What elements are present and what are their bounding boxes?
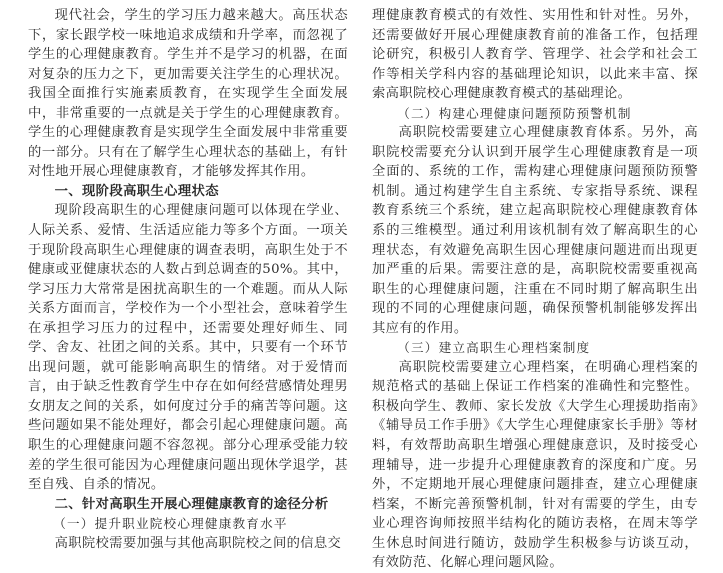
body-paragraph: 现代社会，学生的学习压力越来越大。高压状态下，家长跟学校一味地追求成绩和升学率，而忽视了学生的心理健康教育。学生并不是学习的机器，在面对复杂的压力之下，更加需要关注学生的心理状况。我国全面推行实施素质教育，在实现学生全面发展中，非常重要的一点就是关于学生的心理健康教育。学生的心理健康教育是实现学生全面发展中非常重要的一部分。只有在了解学生心理状态的基础上，有针对性地开展心理健康教育，才能够发挥其作用。 [28,8,348,180]
body-paragraph: 理健康教育模式的有效性、实用性和针对性。另外，还需要做好开展心理健康教育前的准备工作，包括理论研究，积极引人教育学、管理学、社会学和社会工作等相关学科内容的基础理论知识，以此来丰富、探索高职院校心理健康教育模式的基础理论。 [372,8,698,102]
body-paragraph: 高职院校需要建立心理档案，在明确心理档案的规范格式的基础上保证工作档案的准确性和完整性。积极向学生、教师、家长发放《大学生心理援助指南》《辅导员工作手册》《大学生心理健康家长手册》等材料，有效帮助高职生增强心理健康意识，及时接受心理辅导，进一步提升心理健康教育的深度和广度。另外，不定期地开展心理健康问题排查，建立心理健康档案，不断完善预警机制，针对有需要的学生，由专业心理咨询师按照半结构化的随访表格，在周末等学生休息时间进行随访，鼓励学生积极参与访谈互动，有效防范、化解心理问题风险。 [372,359,698,571]
body-paragraph: 高职院校需要加强与其他高职院校之间的信息交 [54,535,342,551]
body-paragraph: 高职院校需要建立心理健康教育体系。另外，高职院校需要充分认识到开展学生心理健康教育是一项全面的、系统的工作，需构建心理健康问题预防预警机制。通过构建学生自主系统、专家指导系统、课程教育系统三个系统，建立起高职院校心理健康教育体系的三维模型。通过利用该机制有效了解高职生的心理状态，有效避免高职生因心理健康问题进而出现更加严重的后果。需要注意的是，高职院校需要重视高职生的心理健康问题，注重在不同时期了解高职生出现的不同的心理健康问题，确保预警机制能够发挥出其应有的作用。 [372,125,698,336]
right-column [372,6,698,573]
subsection-heading: （二）构建心理健康问题预防预警机制 [397,105,632,121]
subsection-heading: （一）提升职业院校心理健康教育水平 [53,516,288,532]
left-column [28,6,348,553]
section-heading: 一、现阶段高职生心理状态 [54,183,219,199]
subsection-heading: （三）建立高职生心理档案制度 [397,340,591,356]
section-heading: 二、针对高职生开展心理健康教育的途径分析 [54,496,329,512]
body-paragraph: 现阶段高职生的心理健康问题可以体现在学业、人际关系、爱情、生活适应能力等多个方面。一项关于现阶段高职生心理健康的调查表明，高职生处于不健康或亚健康状态的人数占到总调查的50%。其中，学习压力大常常是困扰高职生的一个难题。而从人际关系方面而言，学校作为一个小型社会，意味着学生在承担学习压力的过程中，还需要处理好师生、同学、舍友、社团之间的关系。其中，只要有一个环节出现问题，就可能影响高职生的情绪。对于爱情而言，由于缺乏性教育学生中存在如何经营感情处理男女朋友之间的关系，如何度过分手的痛苦等问题。这些问题如果不能处理好，都会引起心理健康问题。高职生的心理健康问题不容忽视。部分心理承受能力较差的学生很可能因为心理健康问题出现休学退学，甚至自残、自杀的情况。 [28,203,348,493]
